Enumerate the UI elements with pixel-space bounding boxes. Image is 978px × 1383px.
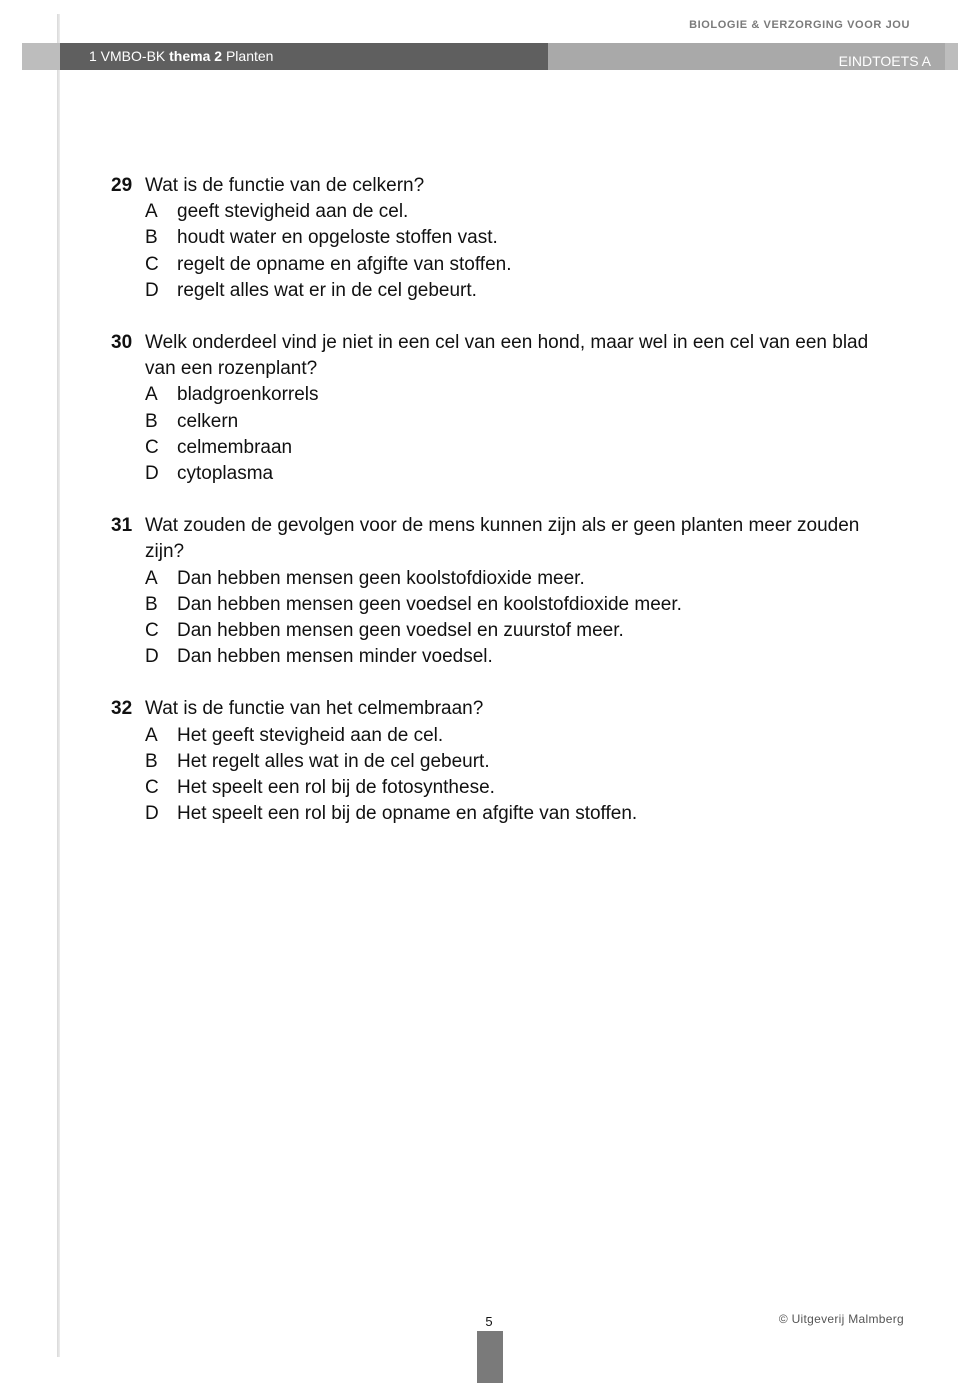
option-text: celkern (177, 410, 239, 432)
option-letter: C (145, 436, 159, 458)
question-31 (111, 513, 871, 670)
answer-option (111, 199, 871, 225)
header-theme-name: Planten (225, 48, 274, 64)
answer-option (111, 461, 871, 487)
header-course (60, 43, 548, 70)
option-text: geeft stevigheid aan de cel. (177, 201, 409, 223)
option-letter: B (145, 227, 158, 249)
answer-option (111, 749, 871, 775)
answer-option (111, 592, 871, 618)
question-text: Wat is de functie van de celkern? (145, 175, 425, 196)
page-tab-marker (477, 1331, 503, 1383)
answer-option (111, 409, 871, 435)
question-32 (111, 696, 871, 827)
option-text: Het speelt een rol bij de opname en afgifte van stoffen. (177, 803, 638, 825)
question-number: 32 (111, 698, 133, 720)
header-test-label: EINDTOETS A (838, 53, 931, 69)
copyright-notice: © Uitgeverij Malmberg (778, 1312, 904, 1326)
option-text: regelt de opname en afgifte van stoffen. (177, 253, 512, 275)
question-number: 31 (111, 515, 133, 537)
option-letter: C (145, 620, 159, 642)
option-letter: D (145, 646, 159, 668)
answer-option (111, 566, 871, 592)
option-letter: A (145, 384, 158, 406)
option-text: Het regelt alles wat in de cel gebeurt. (177, 750, 490, 772)
answer-option (111, 775, 871, 801)
answer-option (111, 618, 871, 644)
left-margin-rule (57, 14, 60, 1357)
question-text: Wat is de functie van het celmembraan? (145, 698, 484, 720)
option-text: regelt alles wat er in de cel gebeurt. (177, 279, 477, 301)
option-letter: C (145, 253, 159, 275)
answer-option (111, 435, 871, 461)
option-text: Dan hebben mensen geen voedsel en zuurstof meer. (177, 620, 624, 642)
option-letter: D (145, 803, 159, 825)
question-number: 30 (111, 332, 133, 354)
option-text: Het speelt een rol bij de fotosynthese. (177, 777, 495, 799)
option-letter: A (145, 567, 158, 589)
question-30 (111, 330, 871, 487)
header-test-section (548, 43, 945, 70)
brand-label: BIOLOGIE & VERZORGING VOOR JOU (689, 19, 910, 31)
header-bar (22, 43, 958, 70)
answer-option (111, 723, 871, 749)
answer-option (111, 278, 871, 304)
option-letter: A (145, 201, 158, 223)
answer-option (111, 382, 871, 408)
option-text: Dan hebben mensen minder voedsel. (177, 646, 493, 668)
question-text: Welk onderdeel vind je niet in een cel van een hond, maar wel in een cel van een blad van een rozenplant? (145, 332, 869, 380)
option-letter: B (145, 410, 158, 432)
option-letter: C (145, 777, 159, 799)
question-29 (111, 173, 871, 304)
option-text: Het geeft stevigheid aan de cel. (177, 724, 444, 746)
option-text: bladgroenkorrels (177, 384, 319, 406)
answer-option (111, 252, 871, 278)
option-text: Dan hebben mensen geen voedsel en koolstofdioxide meer. (177, 593, 682, 615)
answer-option (111, 225, 871, 251)
header-level: 1 VMBO-BK (89, 48, 166, 64)
answer-option (111, 644, 871, 670)
question-number: 29 (111, 175, 133, 196)
question-list (111, 173, 871, 853)
option-letter: A (145, 724, 158, 746)
header-theme-label: thema 2 (169, 48, 223, 64)
question-text: Wat zouden de gevolgen voor de mens kunnen zijn als er geen planten meer zouden zijn? (145, 515, 860, 563)
option-letter: B (145, 750, 158, 772)
option-letter: B (145, 593, 158, 615)
option-text: cytoplasma (177, 463, 274, 485)
option-text: celmembraan (177, 436, 293, 458)
option-text: houdt water en opgeloste stoffen vast. (177, 227, 498, 249)
option-text: Dan hebben mensen geen koolstofdioxide meer. (177, 567, 585, 589)
option-letter: D (145, 279, 159, 301)
option-letter: D (145, 463, 159, 485)
answer-option (111, 801, 871, 827)
page-number: 5 (485, 1314, 493, 1329)
